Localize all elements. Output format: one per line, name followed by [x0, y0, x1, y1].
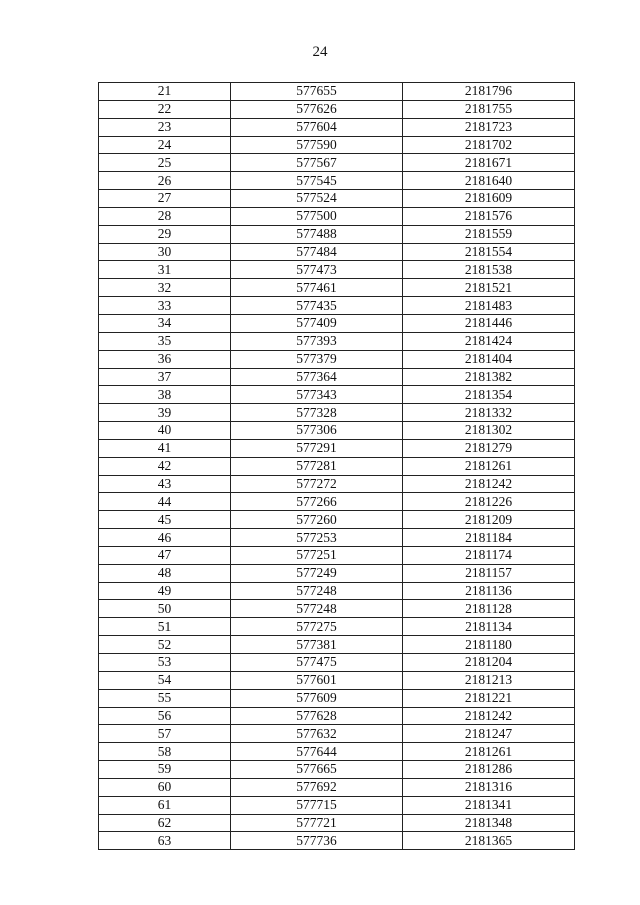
y-coordinate-cell: 2181640	[403, 172, 575, 190]
y-coordinate-cell: 2181382	[403, 368, 575, 386]
table-row	[99, 778, 575, 796]
point-number-cell: 22	[99, 100, 231, 118]
x-coordinate-cell: 577275	[231, 618, 403, 636]
x-coordinate-cell: 577272	[231, 475, 403, 493]
y-coordinate-cell: 2181213	[403, 671, 575, 689]
point-number-cell: 51	[99, 618, 231, 636]
x-coordinate-cell: 577628	[231, 707, 403, 725]
table-row	[99, 707, 575, 725]
x-coordinate-cell: 577249	[231, 564, 403, 582]
x-coordinate-cell: 577266	[231, 493, 403, 511]
table-row	[99, 172, 575, 190]
table-row	[99, 207, 575, 225]
point-number-cell: 56	[99, 707, 231, 725]
point-number-cell: 47	[99, 546, 231, 564]
table-row	[99, 386, 575, 404]
table-row	[99, 225, 575, 243]
y-coordinate-cell: 2181702	[403, 136, 575, 154]
y-coordinate-cell: 2181538	[403, 261, 575, 279]
table-row	[99, 314, 575, 332]
table-row	[99, 243, 575, 261]
table-row	[99, 618, 575, 636]
point-number-cell: 37	[99, 368, 231, 386]
point-number-cell: 40	[99, 422, 231, 440]
y-coordinate-cell: 2181554	[403, 243, 575, 261]
y-coordinate-cell: 2181221	[403, 689, 575, 707]
coordinates-table	[98, 82, 575, 850]
y-coordinate-cell: 2181609	[403, 190, 575, 208]
y-coordinate-cell: 2181404	[403, 350, 575, 368]
x-coordinate-cell: 577409	[231, 314, 403, 332]
y-coordinate-cell: 2181354	[403, 386, 575, 404]
point-number-cell: 46	[99, 529, 231, 547]
point-number-cell: 21	[99, 83, 231, 101]
table-row	[99, 118, 575, 136]
y-coordinate-cell: 2181559	[403, 225, 575, 243]
x-coordinate-cell: 577393	[231, 332, 403, 350]
table-row	[99, 600, 575, 618]
y-coordinate-cell: 2181521	[403, 279, 575, 297]
table-row	[99, 100, 575, 118]
point-number-cell: 53	[99, 654, 231, 672]
point-number-cell: 25	[99, 154, 231, 172]
y-coordinate-cell: 2181796	[403, 83, 575, 101]
point-number-cell: 34	[99, 314, 231, 332]
y-coordinate-cell: 2181184	[403, 529, 575, 547]
y-coordinate-cell: 2181242	[403, 475, 575, 493]
point-number-cell: 36	[99, 350, 231, 368]
x-coordinate-cell: 577364	[231, 368, 403, 386]
table-row	[99, 368, 575, 386]
point-number-cell: 41	[99, 439, 231, 457]
point-number-cell: 28	[99, 207, 231, 225]
x-coordinate-cell: 577721	[231, 814, 403, 832]
y-coordinate-cell: 2181261	[403, 457, 575, 475]
point-number-cell: 57	[99, 725, 231, 743]
x-coordinate-cell: 577291	[231, 439, 403, 457]
y-coordinate-cell: 2181180	[403, 636, 575, 654]
x-coordinate-cell: 577461	[231, 279, 403, 297]
point-number-cell: 61	[99, 796, 231, 814]
x-coordinate-cell: 577644	[231, 743, 403, 761]
y-coordinate-cell: 2181755	[403, 100, 575, 118]
x-coordinate-cell: 577475	[231, 654, 403, 672]
point-number-cell: 62	[99, 814, 231, 832]
table-body	[99, 83, 575, 850]
page-number: 24	[312, 44, 328, 60]
point-number-cell: 24	[99, 136, 231, 154]
table-row	[99, 154, 575, 172]
table-row	[99, 422, 575, 440]
y-coordinate-cell: 2181302	[403, 422, 575, 440]
point-number-cell: 63	[99, 832, 231, 850]
point-number-cell: 38	[99, 386, 231, 404]
x-coordinate-cell: 577609	[231, 689, 403, 707]
y-coordinate-cell: 2181286	[403, 761, 575, 779]
table-row	[99, 279, 575, 297]
table-row	[99, 654, 575, 672]
point-number-cell: 49	[99, 582, 231, 600]
y-coordinate-cell: 2181365	[403, 832, 575, 850]
y-coordinate-cell: 2181446	[403, 314, 575, 332]
x-coordinate-cell: 577381	[231, 636, 403, 654]
x-coordinate-cell: 577545	[231, 172, 403, 190]
y-coordinate-cell: 2181424	[403, 332, 575, 350]
point-number-cell: 27	[99, 190, 231, 208]
x-coordinate-cell: 577524	[231, 190, 403, 208]
table-row	[99, 832, 575, 850]
point-number-cell: 30	[99, 243, 231, 261]
x-coordinate-cell: 577253	[231, 529, 403, 547]
point-number-cell: 39	[99, 404, 231, 422]
point-number-cell: 59	[99, 761, 231, 779]
point-number-cell: 52	[99, 636, 231, 654]
point-number-cell: 58	[99, 743, 231, 761]
x-coordinate-cell: 577604	[231, 118, 403, 136]
y-coordinate-cell: 2181226	[403, 493, 575, 511]
point-number-cell: 60	[99, 778, 231, 796]
x-coordinate-cell: 577251	[231, 546, 403, 564]
y-coordinate-cell: 2181157	[403, 564, 575, 582]
y-coordinate-cell: 2181348	[403, 814, 575, 832]
point-number-cell: 43	[99, 475, 231, 493]
point-number-cell: 54	[99, 671, 231, 689]
point-number-cell: 33	[99, 297, 231, 315]
table-row	[99, 743, 575, 761]
x-coordinate-cell: 577379	[231, 350, 403, 368]
table-row	[99, 529, 575, 547]
y-coordinate-cell: 2181204	[403, 654, 575, 672]
table-row	[99, 564, 575, 582]
point-number-cell: 45	[99, 511, 231, 529]
point-number-cell: 48	[99, 564, 231, 582]
y-coordinate-cell: 2181261	[403, 743, 575, 761]
table-row	[99, 475, 575, 493]
table-row	[99, 136, 575, 154]
x-coordinate-cell: 577248	[231, 600, 403, 618]
x-coordinate-cell: 577665	[231, 761, 403, 779]
point-number-cell: 35	[99, 332, 231, 350]
table-row	[99, 404, 575, 422]
table-row	[99, 671, 575, 689]
y-coordinate-cell: 2181576	[403, 207, 575, 225]
point-number-cell: 26	[99, 172, 231, 190]
x-coordinate-cell: 577655	[231, 83, 403, 101]
y-coordinate-cell: 2181483	[403, 297, 575, 315]
y-coordinate-cell: 2181134	[403, 618, 575, 636]
table-row	[99, 297, 575, 315]
x-coordinate-cell: 577488	[231, 225, 403, 243]
x-coordinate-cell: 577500	[231, 207, 403, 225]
x-coordinate-cell: 577601	[231, 671, 403, 689]
y-coordinate-cell: 2181341	[403, 796, 575, 814]
y-coordinate-cell: 2181174	[403, 546, 575, 564]
x-coordinate-cell: 577484	[231, 243, 403, 261]
x-coordinate-cell: 577715	[231, 796, 403, 814]
x-coordinate-cell: 577692	[231, 778, 403, 796]
table-row	[99, 582, 575, 600]
x-coordinate-cell: 577473	[231, 261, 403, 279]
y-coordinate-cell: 2181723	[403, 118, 575, 136]
table-row	[99, 814, 575, 832]
point-number-cell: 29	[99, 225, 231, 243]
table-row	[99, 689, 575, 707]
x-coordinate-cell: 577328	[231, 404, 403, 422]
table-row	[99, 332, 575, 350]
point-number-cell: 50	[99, 600, 231, 618]
point-number-cell: 44	[99, 493, 231, 511]
table-row	[99, 725, 575, 743]
y-coordinate-cell: 2181247	[403, 725, 575, 743]
table-row	[99, 546, 575, 564]
table-row	[99, 350, 575, 368]
table-row	[99, 190, 575, 208]
x-coordinate-cell: 577632	[231, 725, 403, 743]
table-row	[99, 83, 575, 101]
y-coordinate-cell: 2181316	[403, 778, 575, 796]
x-coordinate-cell: 577567	[231, 154, 403, 172]
y-coordinate-cell: 2181279	[403, 439, 575, 457]
x-coordinate-cell: 577736	[231, 832, 403, 850]
y-coordinate-cell: 2181242	[403, 707, 575, 725]
point-number-cell: 42	[99, 457, 231, 475]
x-coordinate-cell: 577590	[231, 136, 403, 154]
x-coordinate-cell: 577260	[231, 511, 403, 529]
x-coordinate-cell: 577281	[231, 457, 403, 475]
x-coordinate-cell: 577435	[231, 297, 403, 315]
y-coordinate-cell: 2181209	[403, 511, 575, 529]
table-row	[99, 511, 575, 529]
point-number-cell: 23	[99, 118, 231, 136]
y-coordinate-cell: 2181332	[403, 404, 575, 422]
y-coordinate-cell: 2181671	[403, 154, 575, 172]
point-number-cell: 55	[99, 689, 231, 707]
table-row	[99, 636, 575, 654]
table-row	[99, 761, 575, 779]
table-row	[99, 493, 575, 511]
table-row	[99, 261, 575, 279]
x-coordinate-cell: 577343	[231, 386, 403, 404]
point-number-cell: 31	[99, 261, 231, 279]
y-coordinate-cell: 2181128	[403, 600, 575, 618]
x-coordinate-cell: 577306	[231, 422, 403, 440]
table-row	[99, 439, 575, 457]
table-row	[99, 457, 575, 475]
y-coordinate-cell: 2181136	[403, 582, 575, 600]
x-coordinate-cell: 577626	[231, 100, 403, 118]
table-row	[99, 796, 575, 814]
point-number-cell: 32	[99, 279, 231, 297]
x-coordinate-cell: 577248	[231, 582, 403, 600]
